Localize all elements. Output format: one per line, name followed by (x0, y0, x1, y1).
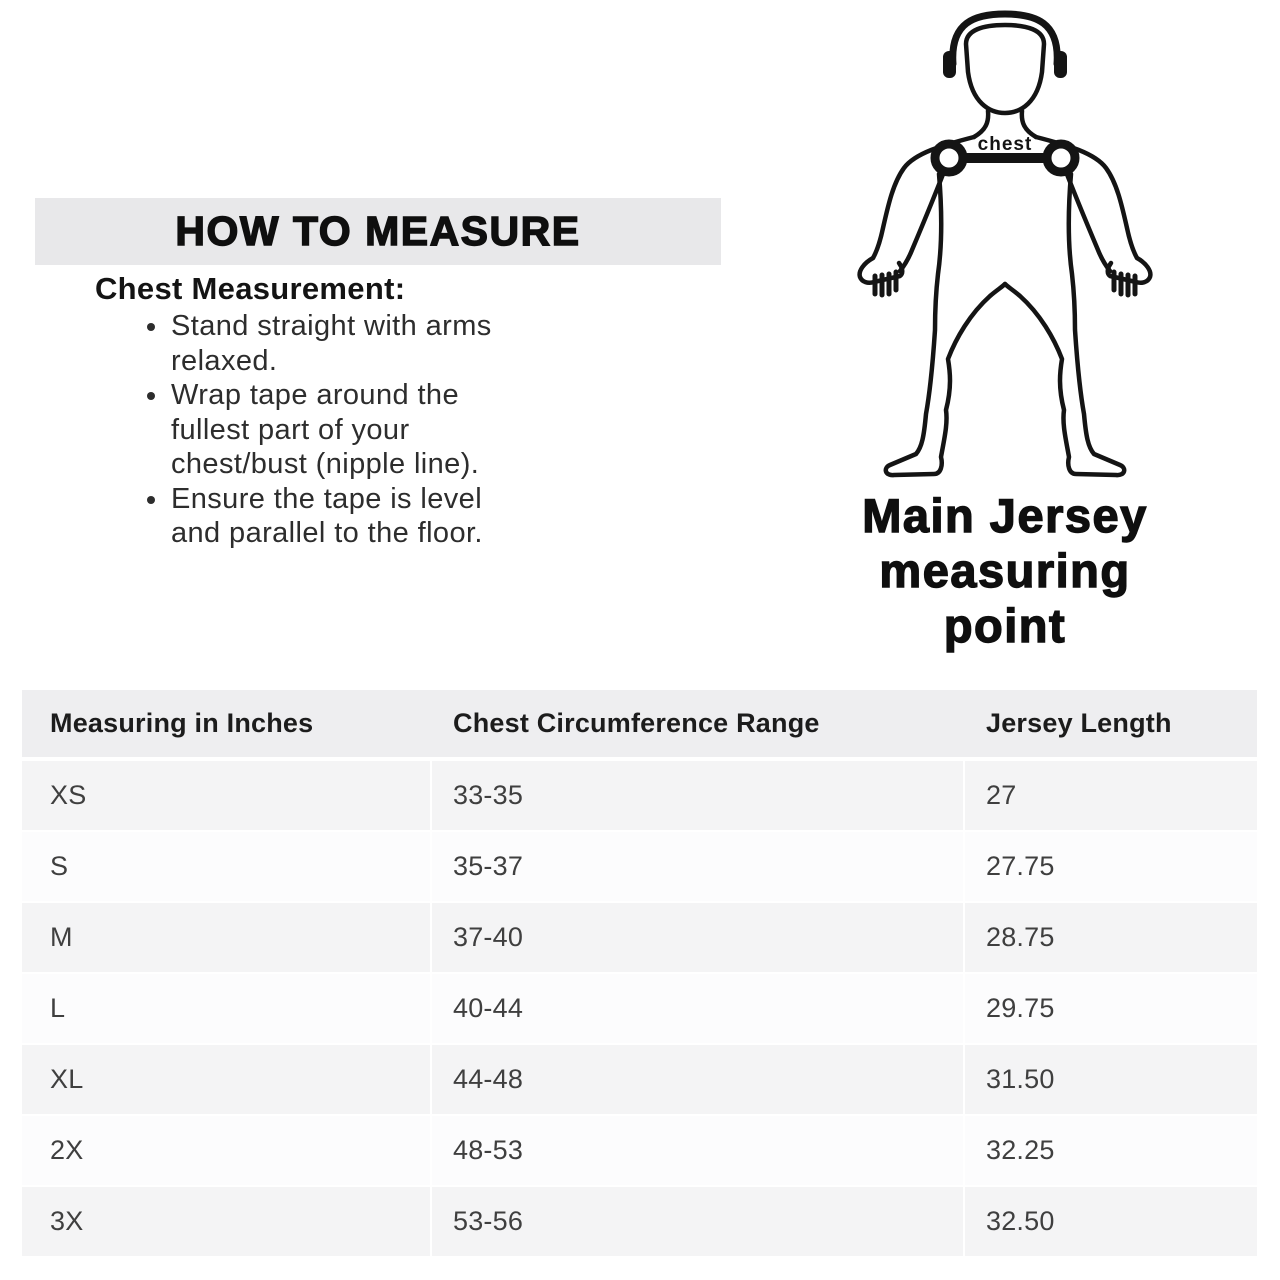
chest-label: chest (977, 134, 1033, 155)
cell-length: 27.75 (965, 832, 1257, 901)
instruction-text: Ensure the tape is level and parallel to the floor. (171, 482, 483, 549)
instruction-text: Wrap tape around the fullest part of your chest/bust (nipple line). (171, 379, 480, 480)
cell-chest: 37-40 (432, 903, 963, 972)
figure-caption-line: point (943, 599, 1067, 652)
table-body (22, 761, 1257, 1256)
cell-chest: 48-53 (432, 1116, 963, 1185)
bullet-dot-icon (138, 309, 171, 378)
chest-instructions-list (138, 309, 748, 551)
cell-length: 27 (965, 761, 1257, 830)
cell-chest: 53-56 (432, 1187, 963, 1256)
cell-length: 31.50 (965, 1045, 1257, 1114)
cell-length: 29.75 (965, 974, 1257, 1043)
ear-pad-right-icon (1054, 51, 1067, 78)
chest-measurement-heading: Chest Measurement: (95, 271, 406, 306)
cell-size: 2X (22, 1116, 430, 1185)
instruction-bullet (138, 482, 748, 551)
instruction-bullet (138, 378, 748, 482)
cell-size: M (22, 903, 430, 972)
figure-caption-line: measuring (879, 544, 1131, 597)
bullet-dot-icon (138, 378, 171, 482)
instruction-text: Stand straight with arms relaxed. (171, 310, 492, 377)
chest-band-ring-right (1047, 144, 1075, 172)
instruction-bullet (138, 309, 748, 378)
cell-chest: 44-48 (432, 1045, 963, 1114)
table-header-row (22, 690, 1257, 757)
table-row (22, 1187, 1257, 1256)
head-outline (966, 25, 1044, 113)
table-row (22, 761, 1257, 830)
col-header-chest: Chest Circumference Range (453, 708, 820, 738)
how-to-measure-banner (35, 198, 721, 265)
cell-size: XS (22, 761, 430, 830)
torso-leg-left (886, 174, 1005, 475)
table-row (22, 903, 1257, 972)
table-row (22, 974, 1257, 1043)
cell-chest: 33-35 (432, 761, 963, 830)
cell-size: S (22, 832, 430, 901)
cell-size: 3X (22, 1187, 430, 1256)
table-row (22, 1045, 1257, 1114)
col-header-size: Measuring in Inches (50, 708, 314, 738)
cell-length: 28.75 (965, 903, 1257, 972)
cell-size: XL (22, 1045, 430, 1114)
body-measurement-figure (830, 10, 1180, 653)
bullet-dot-icon (138, 482, 171, 551)
body-outline-diagram (855, 10, 1155, 480)
table-row (22, 832, 1257, 901)
figure-caption (830, 488, 1180, 653)
cell-chest: 35-37 (432, 832, 963, 901)
how-to-measure-title: HOW TO MEASURE (175, 208, 581, 254)
cell-length: 32.50 (965, 1187, 1257, 1256)
col-header-length: Jersey Length (986, 708, 1172, 738)
size-table (22, 690, 1257, 1258)
chest-band-ring-left (935, 144, 963, 172)
ear-pad-left-icon (943, 51, 956, 78)
torso-leg-right (1005, 174, 1124, 475)
figure-caption-line: Main Jersey (862, 489, 1148, 542)
table-row (22, 1116, 1257, 1185)
cell-length: 32.25 (965, 1116, 1257, 1185)
cell-chest: 40-44 (432, 974, 963, 1043)
cell-size: L (22, 974, 430, 1043)
